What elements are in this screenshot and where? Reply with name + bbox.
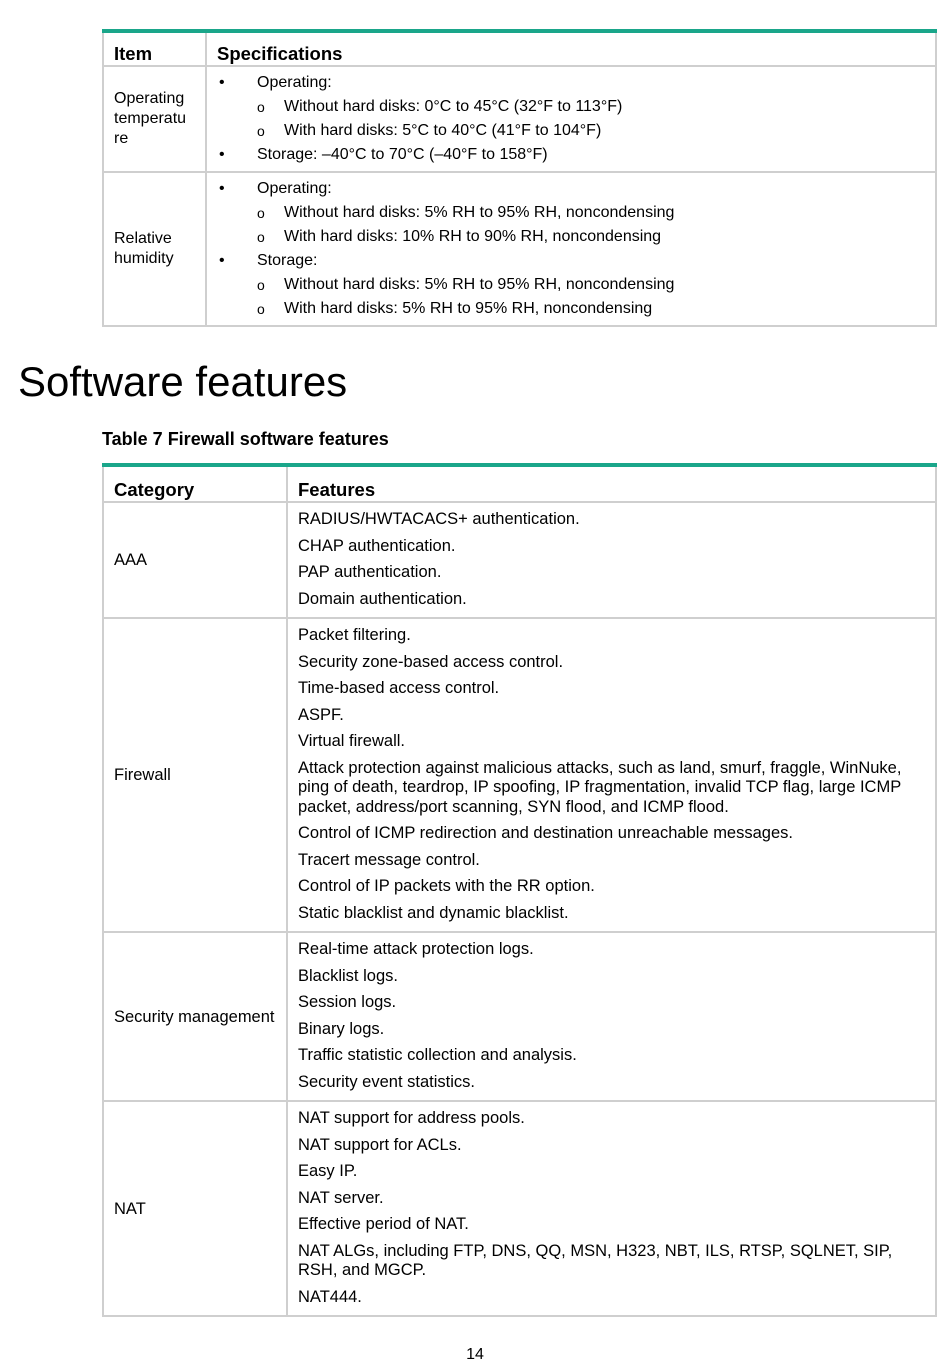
feature-item: Tracert message control. bbox=[298, 850, 480, 869]
sub-bullet-item: o Without hard disks: 0°C to 45°C (32°F to 113°F) bbox=[215, 95, 927, 119]
category-cell: Security management bbox=[103, 932, 287, 1101]
spec-cell bbox=[206, 66, 936, 172]
table-caption: Table 7 Firewall software features bbox=[102, 429, 389, 449]
category-cell: NAT bbox=[103, 1101, 287, 1316]
feature-item: Static blacklist and dynamic blacklist. bbox=[298, 903, 569, 922]
bullet-item: • Storage: –40°C to 70°C (–40°F to 158°F) bbox=[215, 143, 927, 167]
feature-item: Traffic statistic collection and analysis. bbox=[298, 1046, 577, 1064]
feature-item: Session logs. bbox=[298, 993, 397, 1011]
column-header-category: Category bbox=[103, 465, 287, 502]
table-row bbox=[103, 1101, 936, 1316]
specifications-table bbox=[102, 29, 937, 327]
feature-item: Domain authentication. bbox=[298, 589, 467, 608]
feature-item: Security zone-based access control. bbox=[298, 652, 564, 671]
feature-item: Control of ICMP redirection and destination unreachable messages. bbox=[298, 824, 793, 842]
sub-bullet-item: o With hard disks: 5% RH to 95% RH, noncondensing bbox=[215, 297, 927, 321]
item-cell: Relative humidity bbox=[103, 172, 206, 326]
feature-item: Real-time attack protection logs. bbox=[298, 940, 534, 958]
features-cell bbox=[287, 502, 936, 618]
feature-item: NAT444. bbox=[298, 1287, 362, 1306]
feature-item: Effective period of NAT. bbox=[298, 1215, 469, 1233]
feature-item: NAT support for address pools. bbox=[298, 1109, 525, 1127]
features-cell bbox=[287, 1101, 936, 1316]
table-header-row bbox=[103, 31, 936, 66]
feature-item: Time-based access control. bbox=[298, 679, 500, 697]
sub-bullet-item: o Without hard disks: 5% RH to 95% RH, noncondensing bbox=[215, 273, 927, 297]
feature-item: NAT server. bbox=[298, 1188, 384, 1207]
feature-item: Control of IP packets with the RR option. bbox=[298, 877, 595, 895]
feature-item: ASPF. bbox=[298, 705, 344, 724]
features-table bbox=[102, 463, 937, 1317]
section-title: Software features bbox=[18, 358, 348, 405]
sub-bullet-item: o With hard disks: 5°C to 40°C (41°F to 104°F) bbox=[215, 119, 927, 143]
column-header-item: Item bbox=[103, 31, 206, 66]
table-row bbox=[103, 502, 936, 618]
column-header-specifications: Specifications bbox=[206, 31, 936, 66]
spec-cell bbox=[206, 172, 936, 326]
category-cell: AAA bbox=[103, 502, 287, 618]
feature-item: NAT ALGs, including FTP, DNS, QQ, MSN, H323, NBT, ILS, RTSP, SQLNET, SIP, RSH, and MGCP. bbox=[298, 1241, 893, 1279]
features-cell bbox=[287, 618, 936, 932]
feature-item: Packet filtering. bbox=[298, 626, 411, 644]
table-row bbox=[103, 932, 936, 1101]
column-header-features: Features bbox=[287, 465, 936, 502]
feature-item: PAP authentication. bbox=[298, 563, 442, 581]
table-row bbox=[103, 618, 936, 932]
bullet-item: • Operating: bbox=[215, 177, 927, 201]
feature-item: Easy IP. bbox=[298, 1162, 358, 1180]
sub-bullet-item: o Without hard disks: 5% RH to 95% RH, noncondensing bbox=[215, 201, 927, 225]
table-row bbox=[103, 66, 936, 172]
bullet-item: • Operating: bbox=[215, 71, 927, 95]
feature-item: Security event statistics. bbox=[298, 1072, 475, 1091]
item-cell: Operating temperatu re bbox=[103, 66, 206, 172]
feature-item: Blacklist logs. bbox=[298, 966, 398, 985]
sub-bullet-item: o With hard disks: 10% RH to 90% RH, noncondensing bbox=[215, 225, 927, 249]
feature-item: Attack protection against malicious attacks, such as land, smurf, fraggle, WinNuke, ping of death, teardrop, IP spoofing, IP fragmentation, invalid TCP flag, large ICMP packet, address/port scanning, SYN flood, and ICMP flood. bbox=[298, 758, 902, 816]
features-cell bbox=[287, 932, 936, 1101]
feature-item: Binary logs. bbox=[298, 1019, 385, 1038]
feature-item: NAT support for ACLs. bbox=[298, 1135, 462, 1154]
feature-item: RADIUS/HWTACACS+ authentication. bbox=[298, 510, 580, 528]
table-row bbox=[103, 172, 936, 326]
category-cell: Firewall bbox=[103, 618, 287, 932]
page-number: 14 bbox=[466, 1346, 484, 1363]
bullet-item: • Storage: bbox=[215, 249, 927, 273]
table-header-row bbox=[103, 465, 936, 502]
feature-item: CHAP authentication. bbox=[298, 536, 456, 555]
feature-item: Virtual firewall. bbox=[298, 732, 405, 750]
